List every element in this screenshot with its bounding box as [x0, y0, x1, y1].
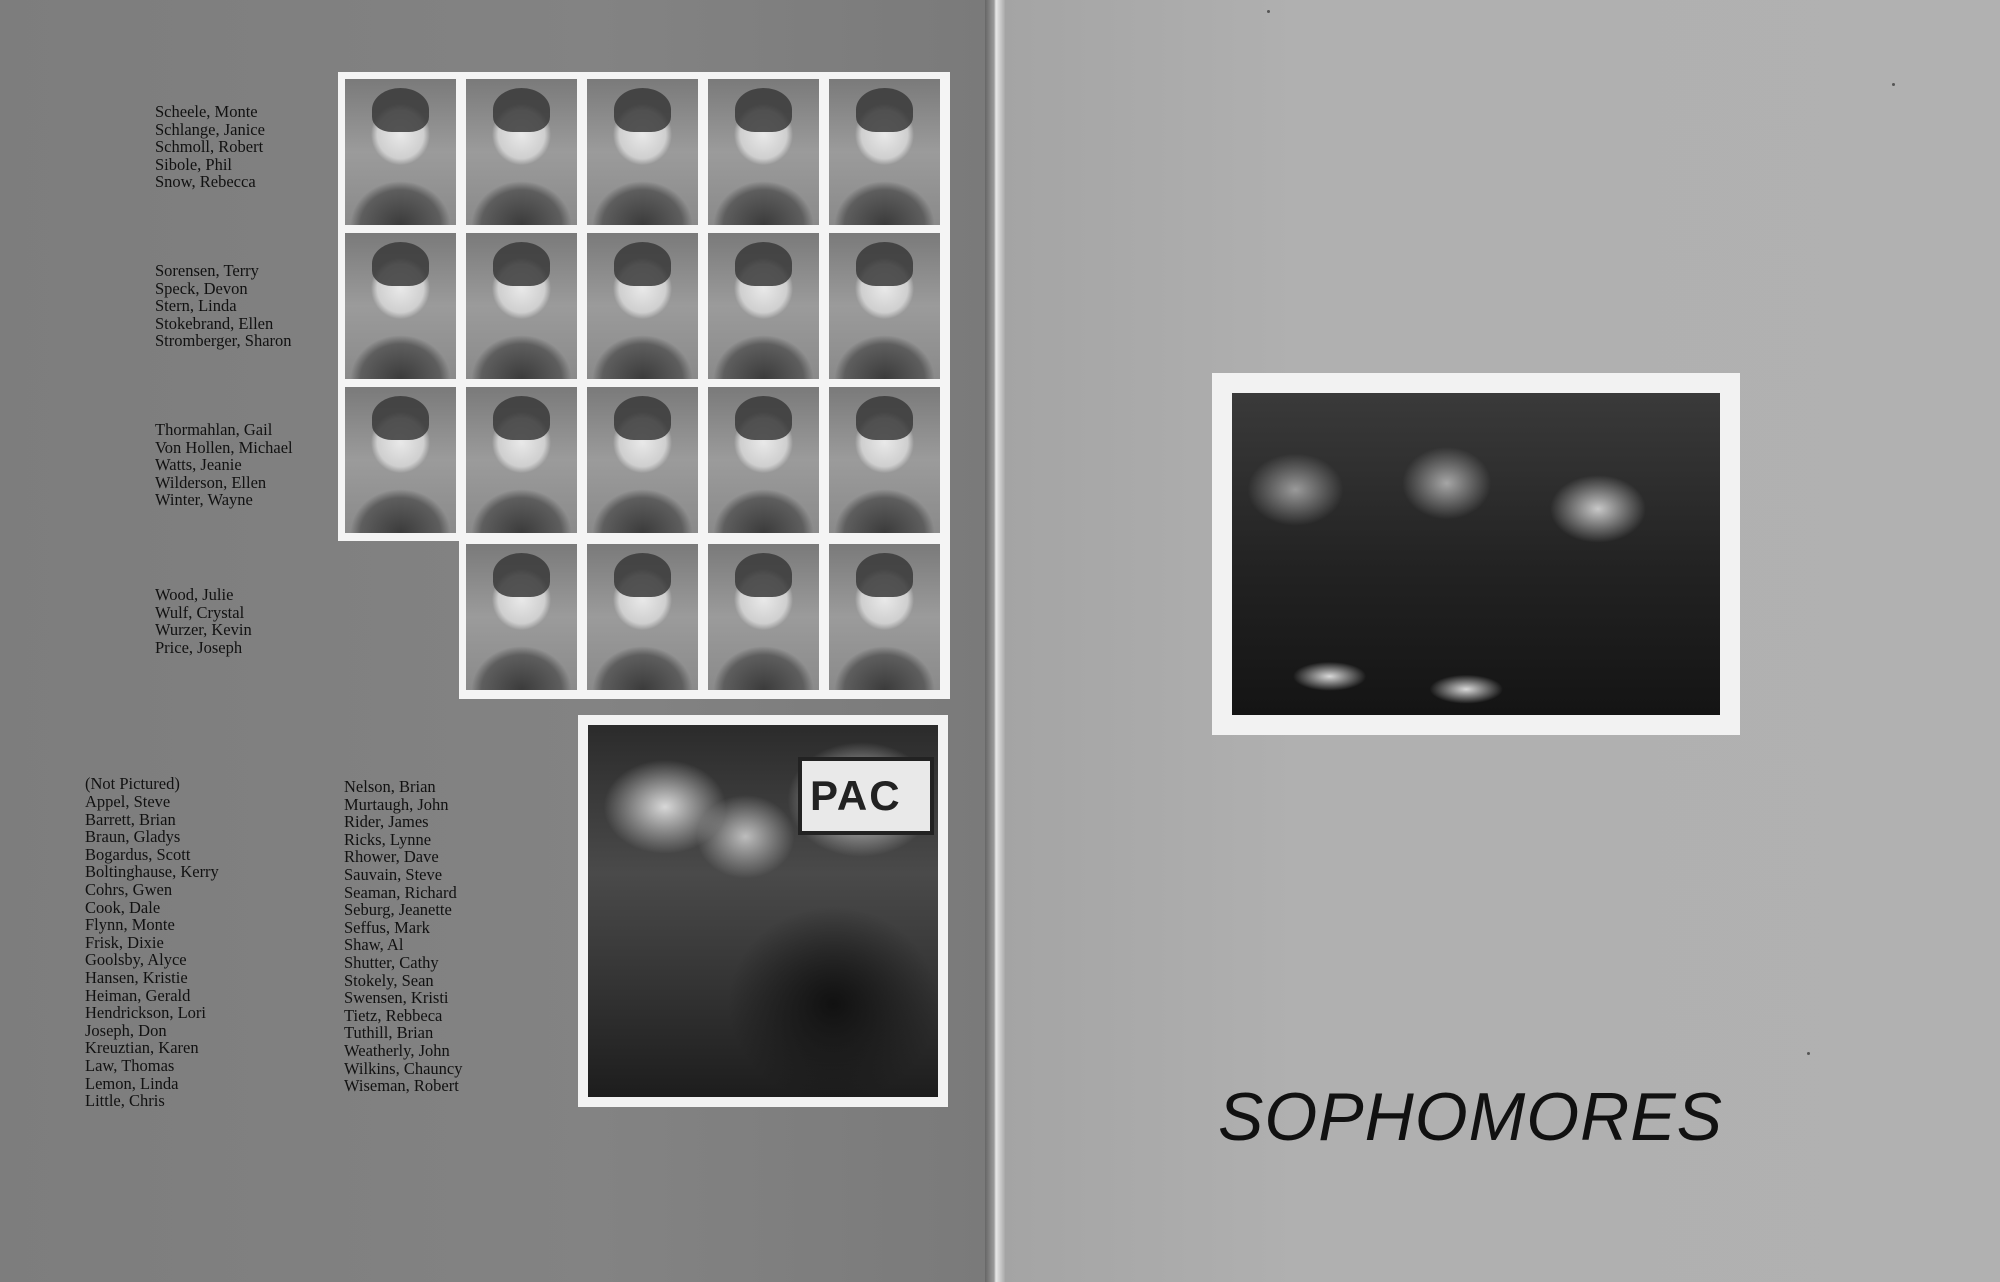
student-name: Cohrs, Gwen	[85, 879, 173, 899]
scan-speck	[1807, 1052, 1810, 1055]
student-name: Stromberger, Sharon	[155, 331, 292, 351]
student-name: Flynn, Monte	[85, 915, 175, 935]
student-name: Heiman, Gerald	[85, 985, 191, 1005]
student-name: Shaw, Al	[344, 935, 404, 955]
portrait-photo	[708, 79, 819, 225]
arcade-photo-image	[588, 725, 938, 1097]
roster-group-3	[155, 421, 293, 509]
student-name: Wilkins, Chauncy	[344, 1058, 463, 1078]
student-name: Wood, Julie	[155, 585, 234, 604]
portrait-photo	[708, 544, 819, 690]
student-name: Sibole, Phil	[155, 154, 233, 174]
roster-group-4	[155, 586, 252, 656]
portrait-photo	[466, 79, 577, 225]
student-name: Stern, Linda	[155, 296, 237, 316]
roster-group-1	[155, 103, 265, 191]
not-pictured-heading: (Not Pictured)	[85, 774, 180, 793]
student-name: Law, Thomas	[85, 1055, 175, 1075]
portrait-photo	[466, 387, 577, 533]
portrait-photo	[345, 233, 456, 379]
student-name: Tietz, Rebbeca	[344, 1005, 443, 1025]
student-name: Schlange, Janice	[155, 119, 265, 139]
student-name: Stokely, Sean	[344, 970, 434, 990]
student-name: Scheele, Monte	[155, 102, 258, 121]
student-name: Joseph, Don	[85, 1020, 167, 1040]
portrait-photo	[587, 544, 698, 690]
portrait-photo	[466, 544, 577, 690]
student-name: Schmoll, Robert	[155, 137, 264, 157]
student-name: Ricks, Lynne	[344, 829, 432, 849]
portrait-photo	[345, 79, 456, 225]
portrait-photo	[708, 233, 819, 379]
student-name: Von Hollen, Michael	[155, 437, 293, 457]
student-name: Rider, James	[344, 812, 429, 832]
portrait-photo	[829, 544, 940, 690]
student-name: Thormahlan, Gail	[155, 420, 273, 439]
portrait-photo	[587, 233, 698, 379]
party-photo	[1212, 373, 1740, 735]
not-pictured-column-1	[85, 793, 219, 1110]
arcade-sign: PAC	[798, 757, 934, 835]
scan-speck	[1267, 10, 1270, 13]
student-name: Frisk, Dixie	[85, 932, 164, 952]
portrait-photo	[829, 233, 940, 379]
student-name: Nelson, Brian	[344, 777, 436, 796]
page-gutter	[985, 0, 1005, 1282]
portrait-photo	[587, 79, 698, 225]
student-name: Sauvain, Steve	[344, 864, 443, 884]
student-name: Boltinghause, Kerry	[85, 862, 219, 882]
student-name: Sorensen, Terry	[155, 261, 259, 280]
student-name: Tuthill, Brian	[344, 1023, 434, 1043]
student-name: Wiseman, Robert	[344, 1076, 459, 1096]
portrait-photo	[708, 387, 819, 533]
student-name: Wulf, Crystal	[155, 602, 245, 622]
student-name: Shutter, Cathy	[344, 952, 439, 972]
student-name: Winter, Wayne	[155, 490, 253, 510]
student-name: Hansen, Kristie	[85, 967, 188, 987]
student-name: Price, Joseph	[155, 637, 243, 657]
portrait-photo	[345, 387, 456, 533]
student-name: Seffus, Mark	[344, 917, 430, 937]
roster-group-2	[155, 262, 292, 350]
student-name: Wilderson, Ellen	[155, 472, 267, 492]
student-name: Appel, Steve	[85, 792, 171, 811]
student-name: Watts, Jeanie	[155, 455, 242, 475]
portrait-photo	[829, 387, 940, 533]
student-name: Rhower, Dave	[344, 847, 439, 867]
scan-speck	[1892, 83, 1895, 86]
student-name: Little, Chris	[85, 1091, 165, 1111]
student-name: Lemon, Linda	[85, 1073, 179, 1093]
student-name: Speck, Devon	[155, 278, 248, 298]
student-name: Cook, Dale	[85, 897, 161, 917]
student-name: Seaman, Richard	[344, 882, 457, 902]
student-name: Bogardus, Scott	[85, 844, 191, 864]
student-name: Swensen, Kristi	[344, 988, 449, 1008]
student-name: Snow, Rebecca	[155, 172, 256, 192]
student-name: Seburg, Jeanette	[344, 900, 452, 920]
portrait-photo	[466, 233, 577, 379]
section-title: SOPHOMORES	[1218, 1079, 1723, 1155]
student-name: Kreuztian, Karen	[85, 1038, 199, 1058]
party-photo-image	[1232, 393, 1720, 715]
portrait-photo	[829, 79, 940, 225]
student-name: Barrett, Brian	[85, 809, 176, 829]
not-pictured-column-2	[344, 778, 463, 1095]
arcade-photo	[578, 715, 948, 1107]
student-name: Murtaugh, John	[344, 794, 449, 814]
student-name: Goolsby, Alyce	[85, 950, 187, 970]
portrait-photo	[587, 387, 698, 533]
student-name: Hendrickson, Lori	[85, 1003, 206, 1023]
student-name: Weatherly, John	[344, 1040, 450, 1060]
student-name: Braun, Gladys	[85, 827, 181, 847]
student-name: Wurzer, Kevin	[155, 620, 252, 640]
student-name: Stokebrand, Ellen	[155, 313, 274, 333]
